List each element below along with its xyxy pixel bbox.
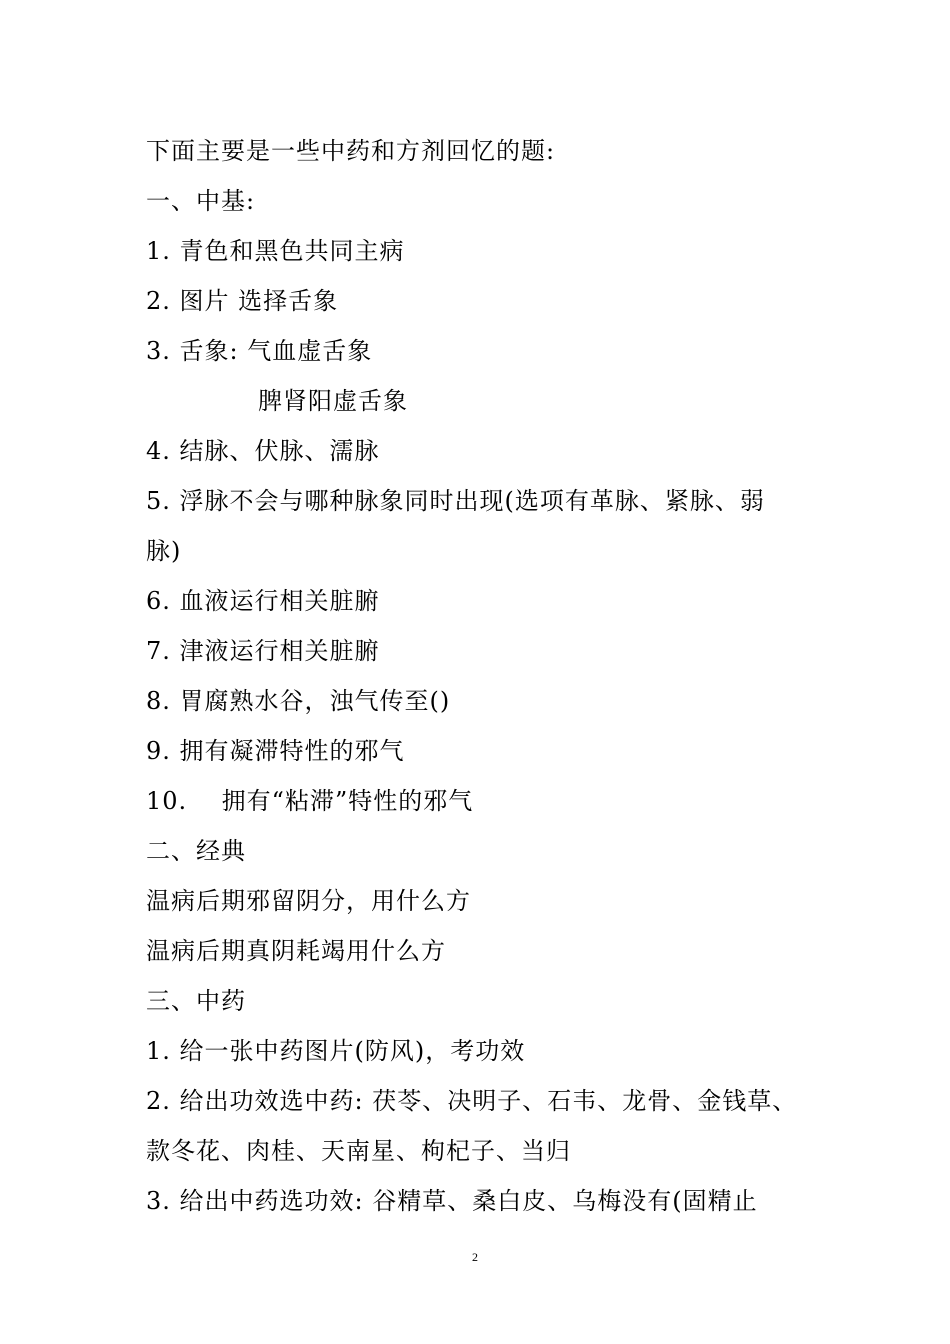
list-item: 2. 图片 选择舌象 — [146, 287, 339, 315]
list-item: 5. 浮脉不会与哪种脉象同时出现(选项有革脉、紧脉、弱 — [146, 487, 765, 515]
list-item-continuation: 脉) — [146, 537, 182, 565]
list-item: 2. 给出功效选中药: 茯苓、决明子、石韦、龙骨、金钱草、 — [146, 1087, 798, 1115]
page-number: 2 — [472, 1250, 478, 1264]
intro-text: 下面主要是一些中药和方剂回忆的题: — [146, 137, 556, 165]
section-heading: 三、中药 — [146, 987, 246, 1015]
list-item-continuation: 款冬花、肉桂、天南星、枸杞子、当归 — [146, 1137, 571, 1165]
list-item: 4. 结脉、伏脉、濡脉 — [146, 437, 380, 465]
list-item: 6. 血液运行相关脏腑 — [146, 587, 380, 615]
list-item: 3. 给出中药选功效: 谷精草、桑白皮、乌梅没有(固精止 — [146, 1187, 758, 1215]
list-item-continuation: 脾肾阳虚舌象 — [258, 387, 408, 415]
list-item: 8. 胃腐熟水谷，浊气传至() — [146, 687, 451, 715]
list-item: 温病后期邪留阴分，用什么方 — [146, 887, 471, 915]
list-item: 3. 舌象: 气血虚舌象 — [146, 337, 373, 365]
list-item: 7. 津液运行相关脏腑 — [146, 637, 380, 665]
section-heading: 二、经典 — [146, 837, 246, 865]
list-item: 10. 拥有“粘滞”特性的邪气 — [146, 787, 474, 815]
list-item: 温病后期真阴耗竭用什么方 — [146, 937, 446, 965]
section-heading: 一、中基: — [146, 187, 256, 215]
list-item: 1. 青色和黑色共同主病 — [146, 237, 405, 265]
list-item: 9. 拥有凝滞特性的邪气 — [146, 737, 405, 765]
list-item: 1. 给一张中药图片(防风)，考功效 — [146, 1037, 526, 1065]
